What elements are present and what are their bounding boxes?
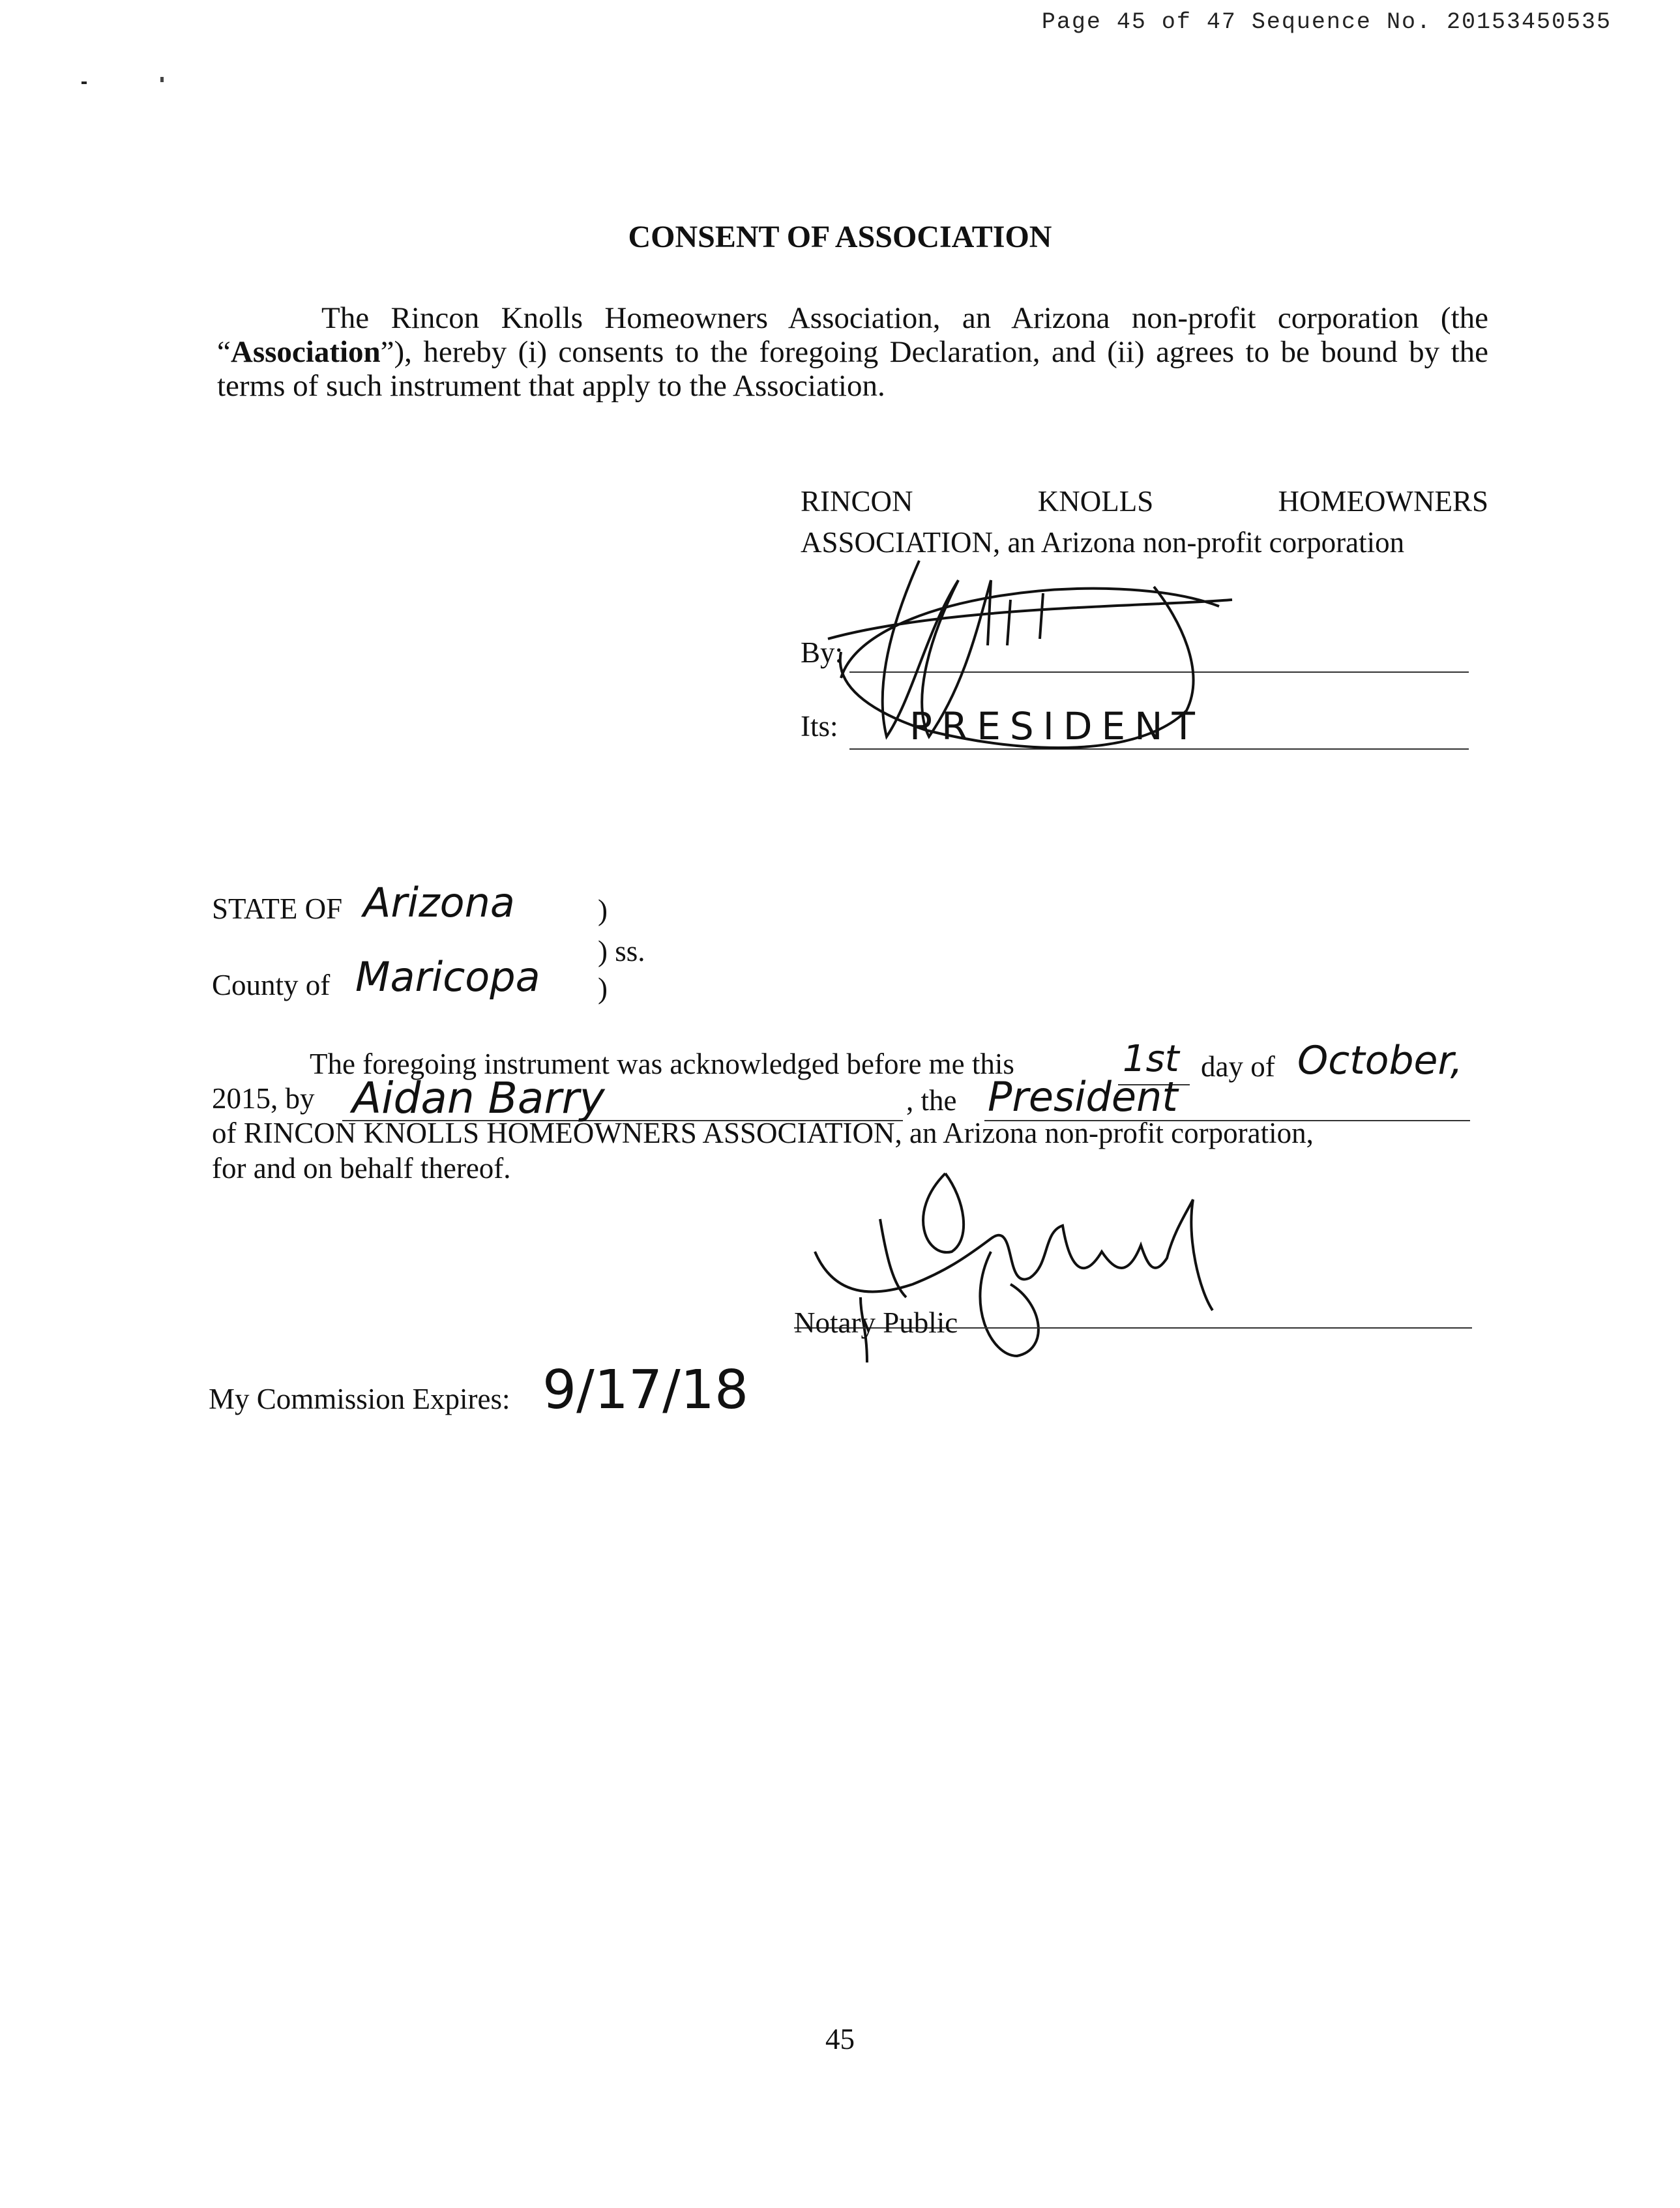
state-label: STATE OF: [212, 892, 343, 925]
ack-text-4: for and on behalf thereof.: [212, 1152, 511, 1185]
name-handwritten: Aidan Barry: [352, 1073, 605, 1123]
scan-mark: [160, 77, 164, 82]
ack-year-by: 2015, by: [212, 1082, 315, 1115]
page-number: 45: [825, 2023, 855, 2055]
ack-text-3: of RINCON KNOLLS HOMEOWNERS ASSOCIATION, an Arizona non-profit corporation,: [212, 1117, 1314, 1149]
county-paren: ): [598, 972, 608, 1005]
president-signature: [815, 541, 1239, 776]
intro-paragraph: [217, 301, 1488, 403]
ack-the: , the: [906, 1084, 957, 1117]
ack-text-2: day of: [1201, 1050, 1275, 1083]
county-handwritten: Maricopa: [355, 953, 540, 1001]
ack-text-1: The foregoing instrument was acknowledged before me this: [310, 1048, 1014, 1080]
commission-handwritten: 9/17/18: [542, 1359, 749, 1421]
month-handwritten: October,: [1297, 1038, 1463, 1083]
commission-label: My Commission Expires:: [209, 1383, 510, 1415]
state-paren: ): [598, 894, 608, 926]
its-handwritten-value: PRESIDENT: [909, 704, 1204, 748]
by-label: By:: [801, 636, 844, 669]
intro-text-2: ”), hereby (i) consents to the foregoing Declaration, and (ii) agrees to be bound by the terms of such instrument that apply to the Association.: [217, 335, 1488, 403]
scan-mark: [81, 81, 87, 84]
notary-signature: [795, 1160, 1213, 1382]
signatory-name-line1: RINCON KNOLLS HOMEOWNERS: [801, 485, 1488, 518]
intro-text-1: The Rincon Knolls Homeowners Association, an Arizona non-profit corporation (the “: [217, 301, 1488, 369]
page-header: Page 45 of 47 Sequence No. 20153450535: [1041, 9, 1612, 35]
its-label: Its:: [801, 710, 838, 743]
document-title: CONSENT OF ASSOCIATION: [628, 220, 1052, 254]
intro-defined-term: Association: [230, 335, 381, 369]
county-label: County of: [212, 969, 331, 1001]
notary-label: Notary Public: [794, 1306, 958, 1339]
state-handwritten: Arizona: [363, 879, 515, 926]
ss-label: ) ss.: [598, 935, 645, 967]
signatory-name-line2: ASSOCIATION, an Arizona non-profit corporation: [801, 526, 1405, 559]
day-handwritten: 1st: [1123, 1038, 1179, 1080]
title-handwritten: President: [988, 1073, 1178, 1121]
